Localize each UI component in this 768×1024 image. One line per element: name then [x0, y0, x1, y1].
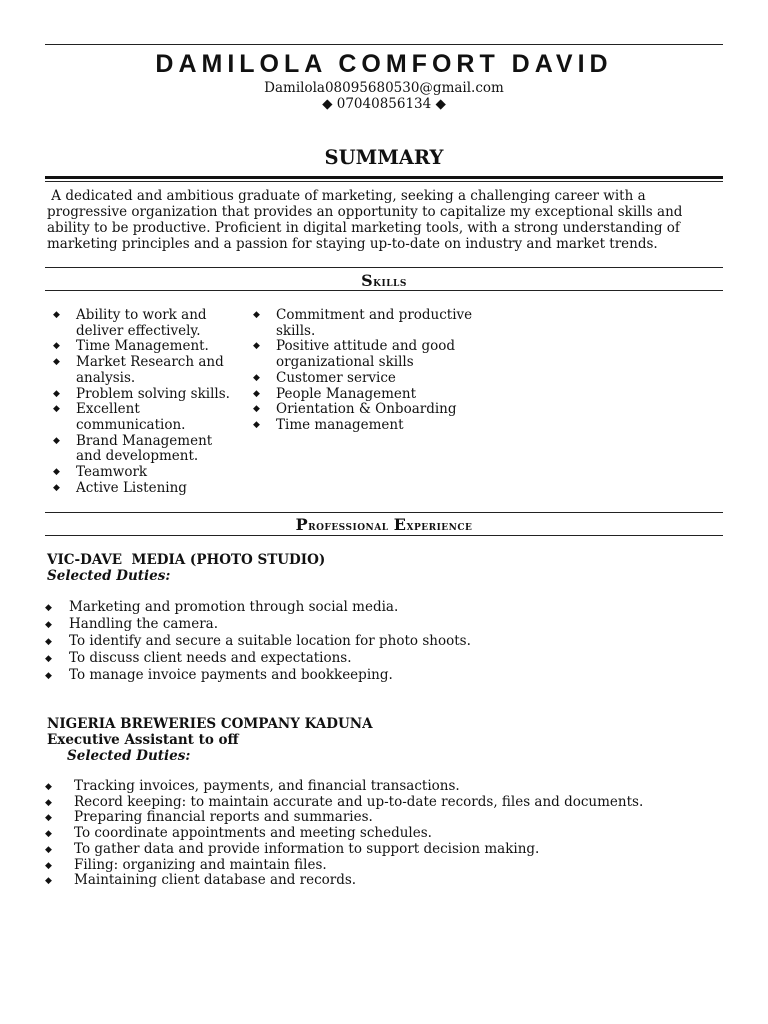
duty-item: ◆ To discuss client needs and expectations.: [45, 650, 352, 666]
skills-list-right: [245, 308, 485, 434]
duty-item: ◆ To identify and secure a suitable location for photo shoots.: [45, 633, 471, 649]
summary-paragraph: [47, 188, 723, 252]
duties-label: Selected Duties:: [47, 568, 171, 584]
diamond-bullet-icon: ◆: [45, 782, 52, 792]
diamond-bullet-icon: ◆: [253, 310, 260, 320]
skills-heading: Skills: [361, 271, 407, 290]
candidate-name: DAMILOLA COMFORT DAVID: [155, 50, 613, 78]
duty-item: ◆ Handling the camera.: [45, 616, 219, 632]
summary-line: progressive organization that provides an opportunity to capitalize my exceptional skills and: [47, 204, 683, 220]
skill-item: ◆ Market Research and analysis.: [53, 354, 224, 386]
skill-item: ◆ Positive attitude and good organizational skills: [253, 338, 456, 371]
diamond-bullet-icon: ◆: [45, 844, 52, 855]
job-duties-list: [45, 599, 723, 684]
duty-item: ◆ To coordinate appointments and meeting schedules.: [45, 825, 432, 842]
diamond-bullet-icon: ◆: [253, 388, 260, 399]
summary-rule-thin: [45, 181, 723, 182]
experience-rule-bottom: [45, 535, 723, 536]
skill-item: ◆ Customer service: [253, 369, 396, 386]
diamond-bullet-icon: ◆: [45, 813, 52, 824]
skill-item: ◆ Brand Management and development.: [53, 432, 213, 465]
duty-item: ◆ Filing: organizing and maintain files.: [45, 856, 327, 873]
duty-item: ◆ Maintaining client database and records.: [45, 872, 357, 889]
top-rule: [45, 44, 723, 45]
experience-heading: Professional Experience: [295, 515, 473, 534]
skill-item: ◆ Teamwork: [53, 464, 148, 481]
skill-item: ◆ Active Listening: [53, 479, 187, 496]
duty-item: ◆ Preparing financial reports and summaries.: [45, 809, 373, 826]
duty-item: ◆ Marketing and promotion through social media.: [45, 599, 399, 615]
experience-rule-top: [45, 512, 723, 513]
duty-item: ◆ Tracking invoices, payments, and financial transactions.: [45, 778, 460, 794]
diamond-bullet-icon: ◆: [53, 482, 60, 493]
skill-item: ◆ People Management: [253, 385, 416, 402]
diamond-bullet-icon: ◆: [45, 797, 52, 808]
diamond-bullet-icon: ◆: [253, 419, 260, 430]
skill-item: ◆ Time Management.: [53, 338, 209, 355]
diamond-bullet-icon: ◆: [45, 829, 52, 840]
diamond-bullet-icon: ◆: [253, 404, 260, 415]
diamond-bullet-icon: ◆: [45, 603, 52, 613]
job-company: VIC-DAVE MEDIA (PHOTO STUDIO): [47, 552, 326, 568]
summary-line: ability to be productive. Proficient in digital marketing tools, with a strong understanding of: [47, 220, 680, 236]
skills-rule-bottom: [45, 290, 723, 291]
skill-item: ◆ Time management: [253, 416, 404, 433]
diamond-bullet-icon: ◆: [253, 372, 260, 383]
summary-heading: SUMMARY: [324, 146, 444, 169]
diamond-bullet-icon: ◆: [45, 671, 52, 681]
skill-item: ◆ Commitment and productive skills.: [253, 307, 473, 339]
diamond-bullet-icon: ◆: [45, 860, 52, 871]
job-duties-list: [45, 779, 723, 889]
diamond-bullet-icon: ◆: [45, 620, 52, 630]
skill-item: ◆ Ability to work and deliver effectively.: [53, 307, 207, 339]
duty-item: ◆ To gather data and provide information to support decision making.: [45, 840, 540, 857]
diamond-bullet-icon: ◆: [253, 341, 260, 352]
diamond-bullet-icon: ◆: [53, 341, 60, 352]
skills-list-left: [45, 308, 235, 496]
skills-rule-top: [45, 267, 723, 268]
job-role: Executive Assistant to off: [47, 732, 239, 748]
skill-item: ◆ Problem solving skills.: [53, 385, 230, 402]
email-text: Damilola08095680530@gmail.com: [264, 80, 504, 96]
diamond-bullet-icon: ◆: [53, 310, 60, 320]
diamond-bullet-icon: ◆: [53, 467, 60, 478]
duty-item: ◆ To manage invoice payments and bookkeeping.: [45, 667, 393, 683]
diamond-bullet-icon: ◆: [45, 876, 52, 887]
summary-line: A dedicated and ambitious graduate of marketing, seeking a challenging career with a: [47, 188, 646, 204]
skill-item: ◆ Excellent communication.: [53, 401, 186, 433]
duties-label: Selected Duties:: [67, 748, 191, 764]
diamond-bullet-icon: ◆: [45, 654, 52, 664]
summary-rule-thick: [45, 176, 723, 179]
duty-item: ◆ Record keeping: to maintain accurate and up-to-date records, files and documents.: [45, 793, 644, 810]
diamond-bullet-icon: ◆: [53, 435, 60, 446]
diamond-bullet-icon: ◆: [45, 637, 52, 647]
diamond-bullet-icon: ◆: [53, 388, 60, 399]
phone-text: ◆ 07040856134 ◆: [322, 96, 446, 112]
summary-line: marketing principles and a passion for staying up-to-date on industry and market trends.: [47, 236, 658, 252]
job-company: NIGERIA BREWERIES COMPANY KADUNA: [47, 716, 373, 732]
diamond-bullet-icon: ◆: [53, 357, 60, 368]
diamond-bullet-icon: ◆: [53, 404, 60, 415]
skill-item: ◆ Orientation & Onboarding: [253, 401, 457, 418]
